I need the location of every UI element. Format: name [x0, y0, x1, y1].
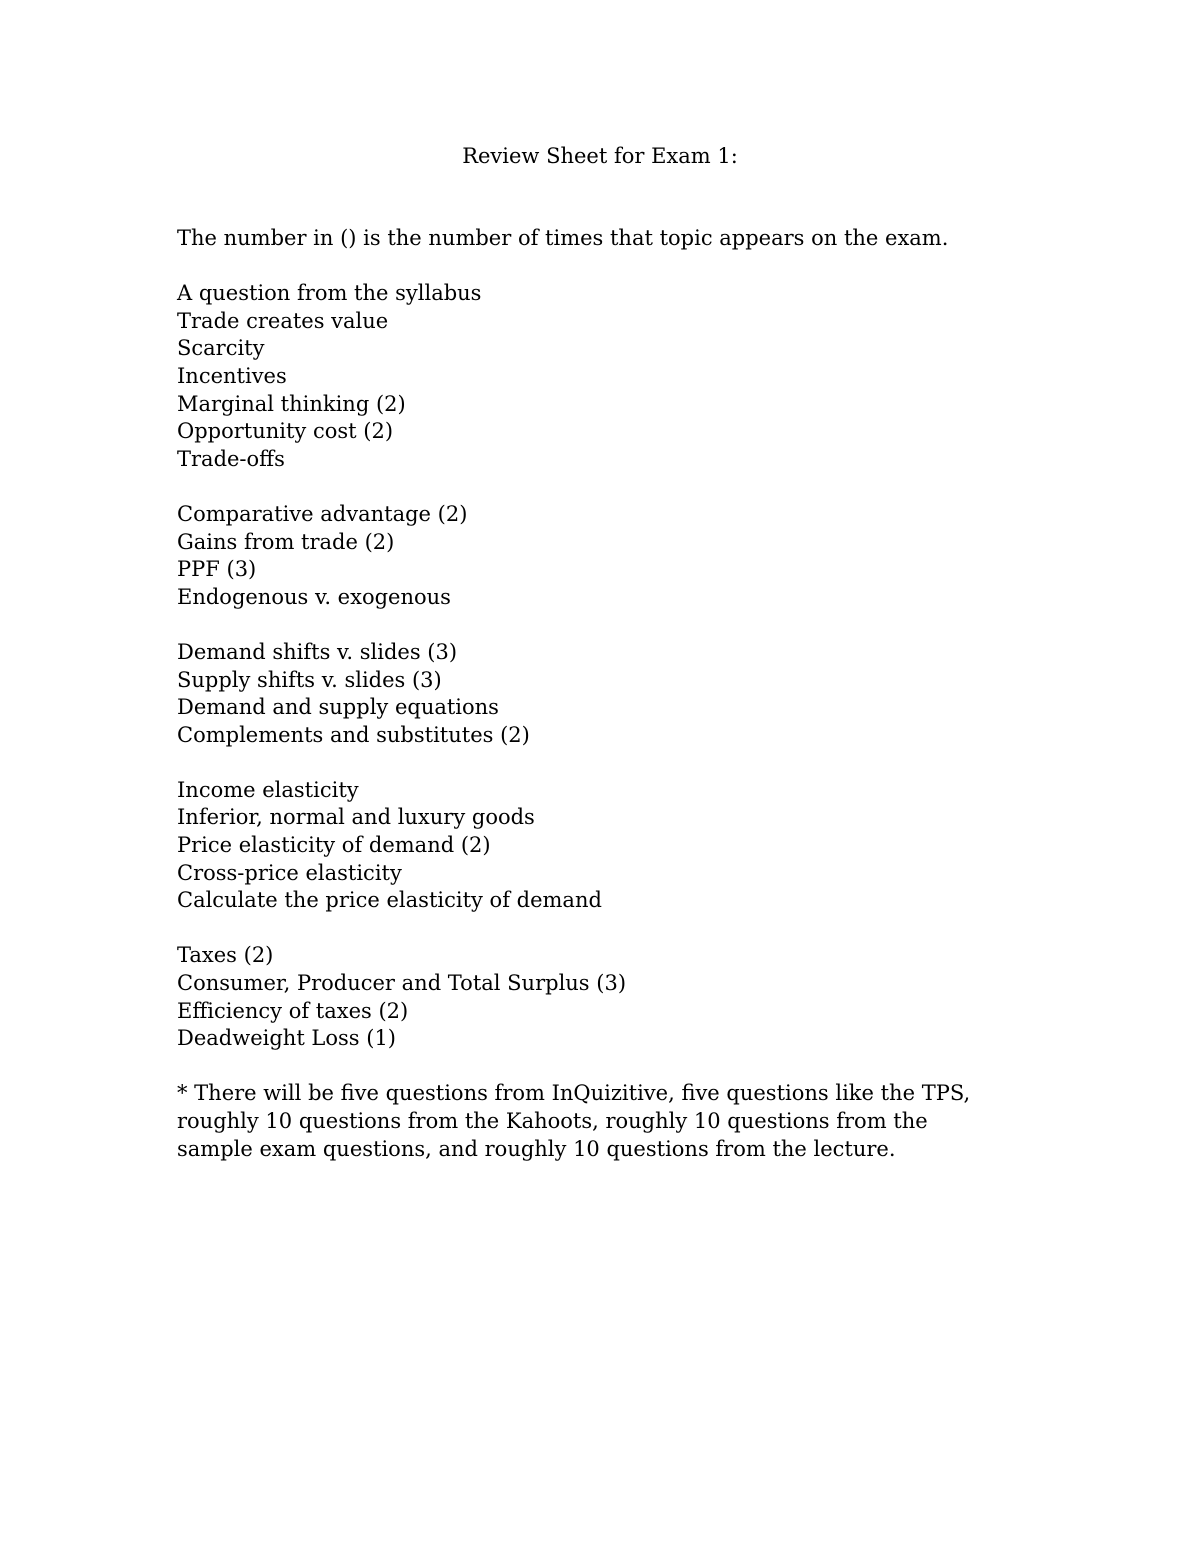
topic-group-taxes-surplus: [177, 942, 1027, 1052]
topic-item: Income elasticity: [177, 777, 359, 802]
topic-item: Marginal thinking (2): [177, 391, 406, 416]
intro-text: The number in () is the number of times that topic appears on the exam.: [177, 226, 949, 250]
topic-item: Incentives: [177, 363, 287, 388]
topic-item: A question from the syllabus: [177, 281, 482, 306]
topic-item: Supply shifts v. slides (3): [177, 667, 442, 692]
topic-item: Taxes (2): [177, 943, 274, 968]
topic-item: Opportunity cost (2): [177, 419, 394, 444]
topic-item: Endogenous v. exogenous: [177, 584, 451, 609]
topic-item: Complements and substitutes (2): [177, 722, 530, 747]
topic-group-supply-demand: [177, 639, 1027, 749]
document-body: [177, 225, 1027, 1163]
topic-item: Comparative advantage (2): [177, 501, 468, 526]
page-title: Review Sheet for Exam 1:: [462, 144, 738, 168]
topic-item: PPF (3): [177, 557, 257, 582]
topic-item: Consumer, Producer and Total Surplus (3): [177, 971, 627, 996]
topic-item: Efficiency of taxes (2): [177, 998, 409, 1023]
topic-group-fundamentals: [177, 280, 1027, 473]
topic-item: Price elasticity of demand (2): [177, 833, 491, 858]
topic-item: Deadweight Loss (1): [177, 1026, 396, 1051]
topic-item: Demand shifts v. slides (3): [177, 639, 458, 664]
topic-item: Gains from trade (2): [177, 529, 395, 554]
topic-group-trade: [177, 501, 1027, 611]
topic-item: Trade creates value: [177, 308, 389, 333]
topic-item: Trade-offs: [177, 446, 285, 471]
topic-item: Demand and supply equations: [177, 695, 499, 720]
topic-item: Scarcity: [177, 336, 265, 361]
topic-group-elasticity: [177, 777, 1027, 915]
topic-item: Inferior, normal and luxury goods: [177, 805, 535, 830]
topic-item: Cross-price elasticity: [177, 860, 402, 885]
exam-note: * There will be five questions from InQuizitive, five questions like the TPS, roughly 10 questions from the Kahoots, roughly 10 questions from the sample exam questions, and roughly 10 questions from the lecture.: [177, 1081, 971, 1161]
topic-item: Calculate the price elasticity of demand: [177, 888, 602, 913]
